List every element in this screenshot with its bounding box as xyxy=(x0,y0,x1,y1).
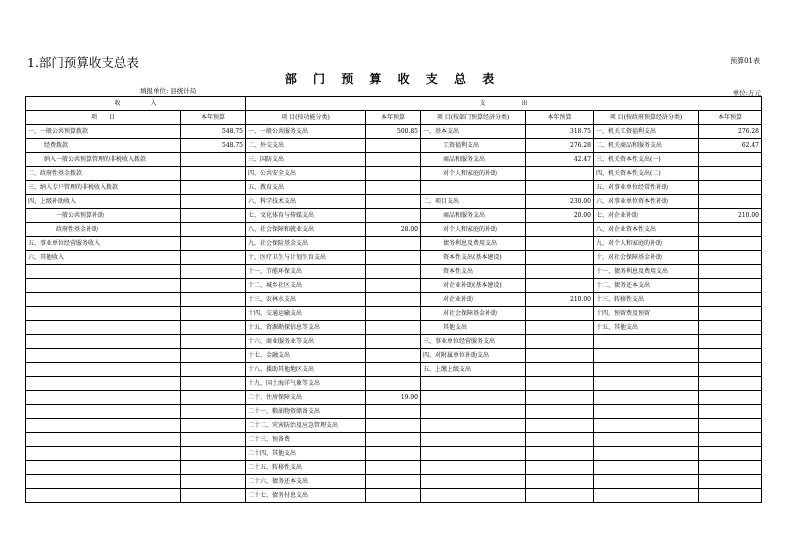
gov-econ-item xyxy=(594,447,699,461)
function-budget xyxy=(366,153,421,167)
table-row xyxy=(26,223,762,237)
dept-econ-budget xyxy=(526,237,594,251)
gov-econ-item xyxy=(594,363,699,377)
dept-econ-item xyxy=(421,461,526,475)
table-row xyxy=(26,475,762,489)
table-row xyxy=(26,153,762,167)
dept-econ-budget xyxy=(526,391,594,405)
income-budget xyxy=(181,153,246,167)
income-item: 三、纳入专户管理的非税收入拨款 xyxy=(26,181,181,195)
gov-econ-item: 十四、预留费及预留 xyxy=(594,307,699,321)
dept-econ-item: 商品和服务支出 xyxy=(421,209,526,223)
page-title: 1.部门预算收支总表 xyxy=(27,55,139,70)
function-item: 十八、援助其他地区支出 xyxy=(246,363,366,377)
function-item: 二十三、预备费 xyxy=(246,433,366,447)
income-budget-header: 本年预算 xyxy=(181,111,246,125)
dept-econ-budget xyxy=(526,265,594,279)
gov-econ-item: 八、对企业资本性支出 xyxy=(594,223,699,237)
gov-econ-item xyxy=(594,391,699,405)
function-budget xyxy=(366,405,421,419)
dept-econ-budget xyxy=(526,307,594,321)
function-budget xyxy=(366,321,421,335)
dept-econ-budget xyxy=(526,279,594,293)
income-item xyxy=(26,307,181,321)
table-row xyxy=(26,461,762,475)
dept-econ-budget: 20.00 xyxy=(526,209,594,223)
income-budget xyxy=(181,321,246,335)
income-item: 一、一般公共预算拨款 xyxy=(26,125,181,139)
function-item: 五、教育支出 xyxy=(246,181,366,195)
income-item xyxy=(26,447,181,461)
function-item: 二十五、转移性支出 xyxy=(246,461,366,475)
gov-econ-budget xyxy=(699,349,762,363)
gov-econ-budget-header: 本年预算 xyxy=(699,111,762,125)
function-budget xyxy=(366,251,421,265)
gov-econ-item: 十五、其他支出 xyxy=(594,321,699,335)
income-item: 一般公共预算补助 xyxy=(26,209,181,223)
dept-econ-budget xyxy=(526,321,594,335)
income-budget xyxy=(181,461,246,475)
gov-econ-item: 十、对社会保障基金补助 xyxy=(594,251,699,265)
income-item xyxy=(26,335,181,349)
table-row xyxy=(26,321,762,335)
income-item xyxy=(26,489,181,503)
dept-econ-item xyxy=(421,391,526,405)
income-budget xyxy=(181,307,246,321)
income-item xyxy=(26,363,181,377)
gov-econ-budget xyxy=(699,237,762,251)
income-budget xyxy=(181,251,246,265)
gov-econ-budget xyxy=(699,223,762,237)
function-item-header: 项 目(按功能分类) xyxy=(246,111,366,125)
function-item: 十三、农林水支出 xyxy=(246,293,366,307)
function-item: 二、外交支出 xyxy=(246,139,366,153)
gov-econ-budget xyxy=(699,419,762,433)
income-budget xyxy=(181,265,246,279)
table-row xyxy=(26,125,762,139)
dept-econ-item: 商品和服务支出 xyxy=(421,153,526,167)
function-budget xyxy=(366,461,421,475)
table-row xyxy=(26,181,762,195)
income-item xyxy=(26,475,181,489)
function-budget xyxy=(366,307,421,321)
group-header-row xyxy=(26,97,762,111)
gov-econ-budget: 62.47 xyxy=(699,139,762,153)
table-row xyxy=(26,237,762,251)
function-item: 二十一、粮油物资储备支出 xyxy=(246,405,366,419)
gov-econ-budget xyxy=(699,167,762,181)
dept-econ-budget xyxy=(526,251,594,265)
income-budget xyxy=(181,237,246,251)
dept-econ-item: 资本性支出(基本建设) xyxy=(421,251,526,265)
dept-econ-budget: 318.75 xyxy=(526,125,594,139)
dept-econ-item xyxy=(421,475,526,489)
function-item: 十五、资源勘探信息等支出 xyxy=(246,321,366,335)
dept-econ-item: 资本性支出 xyxy=(421,265,526,279)
gov-econ-budget xyxy=(699,265,762,279)
gov-econ-budget xyxy=(699,391,762,405)
dept-econ-budget xyxy=(526,167,594,181)
function-budget xyxy=(366,433,421,447)
function-item: 八、社会保障和就业支出 xyxy=(246,223,366,237)
gov-econ-item: 十一、债务利息及费用支出 xyxy=(594,265,699,279)
gov-econ-budget xyxy=(699,447,762,461)
table-row xyxy=(26,195,762,209)
gov-econ-budget xyxy=(699,489,762,503)
function-budget xyxy=(366,279,421,293)
income-item: 经费拨款 xyxy=(26,139,181,153)
income-budget xyxy=(181,167,246,181)
gov-econ-budget xyxy=(699,181,762,195)
income-budget xyxy=(181,475,246,489)
gov-econ-item: 十二、债务还本支出 xyxy=(594,279,699,293)
gov-econ-item: 二、机关商品和服务支出 xyxy=(594,139,699,153)
income-item xyxy=(26,279,181,293)
function-budget xyxy=(366,475,421,489)
income-item xyxy=(26,349,181,363)
expense-group-header: 支 出 xyxy=(246,97,762,111)
dept-econ-item xyxy=(421,181,526,195)
function-budget xyxy=(366,419,421,433)
gov-econ-item: 五、对事业单位经常性补助 xyxy=(594,181,699,195)
function-budget-header: 本年预算 xyxy=(366,111,421,125)
table-row xyxy=(26,293,762,307)
dept-econ-item: 对企业补助 xyxy=(421,293,526,307)
income-budget xyxy=(181,181,246,195)
function-item: 十七、金融支出 xyxy=(246,349,366,363)
income-item xyxy=(26,321,181,335)
income-item: 四、上级补助收入 xyxy=(26,195,181,209)
dept-econ-item xyxy=(421,377,526,391)
income-budget xyxy=(181,489,246,503)
gov-econ-budget xyxy=(699,461,762,475)
table-row xyxy=(26,307,762,321)
table-row xyxy=(26,167,762,181)
table-body xyxy=(26,125,762,503)
function-budget xyxy=(366,293,421,307)
gov-econ-budget xyxy=(699,293,762,307)
gov-econ-item xyxy=(594,405,699,419)
dept-econ-budget xyxy=(526,223,594,237)
dept-econ-item: 其他支出 xyxy=(421,321,526,335)
table-row xyxy=(26,279,762,293)
gov-econ-item xyxy=(594,475,699,489)
gov-econ-item xyxy=(594,377,699,391)
function-item: 三、国防支出 xyxy=(246,153,366,167)
dept-econ-budget xyxy=(526,181,594,195)
gov-econ-budget: 276.28 xyxy=(699,125,762,139)
income-budget xyxy=(181,405,246,419)
table-row xyxy=(26,405,762,419)
income-budget xyxy=(181,447,246,461)
gov-econ-item xyxy=(594,349,699,363)
dept-econ-budget xyxy=(526,363,594,377)
table-row xyxy=(26,209,762,223)
dept-econ-item xyxy=(421,489,526,503)
gov-econ-item: 六、对事业单位资本性补助 xyxy=(594,195,699,209)
function-budget xyxy=(366,265,421,279)
gov-econ-budget xyxy=(699,433,762,447)
function-item: 十四、交通运输支出 xyxy=(246,307,366,321)
income-item: 政府性基金补助 xyxy=(26,223,181,237)
income-budget xyxy=(181,335,246,349)
dept-econ-budget xyxy=(526,461,594,475)
dept-econ-item: 二、项目支出 xyxy=(421,195,526,209)
gov-econ-budget xyxy=(699,363,762,377)
dept-econ-item: 对企业补助(基本建设) xyxy=(421,279,526,293)
gov-econ-item: 九、对个人和家庭的补助 xyxy=(594,237,699,251)
income-budget xyxy=(181,293,246,307)
reporting-unit: 填报单位: 县统计局 xyxy=(140,87,197,95)
table-row xyxy=(26,335,762,349)
income-item: 六、其他收入 xyxy=(26,251,181,265)
function-budget xyxy=(366,181,421,195)
dept-econ-item: 对社会保障基金补助 xyxy=(421,307,526,321)
gov-econ-item: 三、机关资本性支出(一) xyxy=(594,153,699,167)
gov-econ-item xyxy=(594,433,699,447)
income-budget xyxy=(181,363,246,377)
dept-econ-item: 对个人和家庭的补助 xyxy=(421,223,526,237)
dept-econ-item: 三、事业单位经营服务支出 xyxy=(421,335,526,349)
dept-econ-budget-header: 本年预算 xyxy=(526,111,594,125)
dept-econ-budget xyxy=(526,349,594,363)
function-item: 一、一般公共服务支出 xyxy=(246,125,366,139)
income-item xyxy=(26,391,181,405)
function-budget xyxy=(366,167,421,181)
function-item: 二十、住房保障支出 xyxy=(246,391,366,405)
currency-unit: 单位:万元 xyxy=(732,89,761,97)
column-header-row xyxy=(26,111,762,125)
dept-econ-item: 一、基本支出 xyxy=(421,125,526,139)
dept-econ-budget: 42.47 xyxy=(526,153,594,167)
table-row xyxy=(26,265,762,279)
function-item: 七、文化体育与传媒支出 xyxy=(246,209,366,223)
income-item: 五、事业单位经营服务收入 xyxy=(26,237,181,251)
income-item xyxy=(26,405,181,419)
function-item: 十一、节能环保支出 xyxy=(246,265,366,279)
dept-econ-budget xyxy=(526,475,594,489)
function-item: 二十六、债务还本支出 xyxy=(246,475,366,489)
table-row xyxy=(26,391,762,405)
dept-econ-budget: 230.00 xyxy=(526,195,594,209)
function-budget xyxy=(366,237,421,251)
dept-econ-budget xyxy=(526,447,594,461)
income-item xyxy=(26,433,181,447)
function-item: 二十四、其他支出 xyxy=(246,447,366,461)
function-budget xyxy=(366,489,421,503)
income-item xyxy=(26,265,181,279)
income-budget xyxy=(181,433,246,447)
table-row xyxy=(26,349,762,363)
dept-econ-item-header: 项 目(按部门预算经济分类) xyxy=(421,111,526,125)
income-budget xyxy=(181,349,246,363)
gov-econ-budget xyxy=(699,405,762,419)
gov-econ-budget xyxy=(699,377,762,391)
income-budget xyxy=(181,209,246,223)
function-item: 九、社会保险基金支出 xyxy=(246,237,366,251)
income-budget xyxy=(181,279,246,293)
dept-econ-budget xyxy=(526,377,594,391)
function-budget: 500.85 xyxy=(366,125,421,139)
gov-econ-item xyxy=(594,419,699,433)
gov-econ-item: 一、机关工资福利支出 xyxy=(594,125,699,139)
income-budget: 548.75 xyxy=(181,139,246,153)
table-row xyxy=(26,251,762,265)
gov-econ-item-header: 项 目(按政府预算经济分类) xyxy=(594,111,699,125)
dept-econ-item xyxy=(421,405,526,419)
gov-econ-item xyxy=(594,461,699,475)
income-item: 纳入一般公共预算管理的非税收入拨款 xyxy=(26,153,181,167)
function-item: 四、公共安全支出 xyxy=(246,167,366,181)
function-budget: 19.90 xyxy=(366,391,421,405)
dept-econ-item xyxy=(421,433,526,447)
dept-econ-item: 五、上缴上级支出 xyxy=(421,363,526,377)
function-item: 二十二、灾害防治及应急管理支出 xyxy=(246,419,366,433)
dept-econ-item: 工资福利支出 xyxy=(421,139,526,153)
gov-econ-budget xyxy=(699,195,762,209)
function-item: 十二、城乡社区支出 xyxy=(246,279,366,293)
table-row xyxy=(26,363,762,377)
function-budget xyxy=(366,363,421,377)
function-item: 六、科学技术支出 xyxy=(246,195,366,209)
function-item: 十九、国土海洋气象等支出 xyxy=(246,377,366,391)
income-item: 二、政府性基金拨款 xyxy=(26,167,181,181)
function-item: 二十七、债务付息支出 xyxy=(246,489,366,503)
dept-econ-item: 对个人和家庭的补助 xyxy=(421,167,526,181)
income-item xyxy=(26,293,181,307)
income-item xyxy=(26,377,181,391)
dept-econ-budget: 276.28 xyxy=(526,139,594,153)
dept-econ-budget xyxy=(526,419,594,433)
dept-econ-item: 四、对附属单位补助支出 xyxy=(421,349,526,363)
gov-econ-budget xyxy=(699,153,762,167)
income-budget xyxy=(181,377,246,391)
table-row xyxy=(26,139,762,153)
income-budget xyxy=(181,223,246,237)
income-budget xyxy=(181,391,246,405)
function-item: 十、医疗卫生与计划生育支出 xyxy=(246,251,366,265)
gov-econ-budget xyxy=(699,475,762,489)
dept-econ-item xyxy=(421,419,526,433)
function-budget xyxy=(366,209,421,223)
gov-econ-item xyxy=(594,335,699,349)
budget-summary-table xyxy=(25,96,762,503)
income-group-header: 收 入 xyxy=(26,97,246,111)
function-budget xyxy=(366,349,421,363)
dept-econ-budget xyxy=(526,335,594,349)
main-title: 部 门 预 算 收 支 总 表 xyxy=(284,72,501,86)
dept-econ-budget xyxy=(526,489,594,503)
function-budget xyxy=(366,195,421,209)
function-budget xyxy=(366,377,421,391)
income-item xyxy=(26,461,181,475)
table-row xyxy=(26,377,762,391)
table-row xyxy=(26,489,762,503)
dept-econ-item: 债务利息及费用支出 xyxy=(421,237,526,251)
income-budget: 548.75 xyxy=(181,125,246,139)
gov-econ-budget xyxy=(699,279,762,293)
function-budget xyxy=(366,447,421,461)
income-item xyxy=(26,419,181,433)
gov-econ-item: 七、对企业补助 xyxy=(594,209,699,223)
table-row xyxy=(26,447,762,461)
table-row xyxy=(26,419,762,433)
gov-econ-item: 十三、转移性支出 xyxy=(594,293,699,307)
function-budget: 28.00 xyxy=(366,223,421,237)
income-item-header: 项 目 xyxy=(26,111,181,125)
gov-econ-budget xyxy=(699,307,762,321)
function-item: 十六、商业服务业等支出 xyxy=(246,335,366,349)
gov-econ-item: 四、机关资本性支出(二) xyxy=(594,167,699,181)
dept-econ-item xyxy=(421,447,526,461)
function-budget xyxy=(366,139,421,153)
gov-econ-budget xyxy=(699,335,762,349)
gov-econ-item xyxy=(594,489,699,503)
dept-econ-budget xyxy=(526,433,594,447)
dept-econ-budget: 210.00 xyxy=(526,293,594,307)
function-budget xyxy=(366,335,421,349)
table-row xyxy=(26,433,762,447)
income-budget xyxy=(181,419,246,433)
gov-econ-budget xyxy=(699,251,762,265)
form-code: 预算01表 xyxy=(730,57,760,65)
dept-econ-budget xyxy=(526,405,594,419)
income-budget xyxy=(181,195,246,209)
gov-econ-budget: 210.00 xyxy=(699,209,762,223)
gov-econ-budget xyxy=(699,321,762,335)
